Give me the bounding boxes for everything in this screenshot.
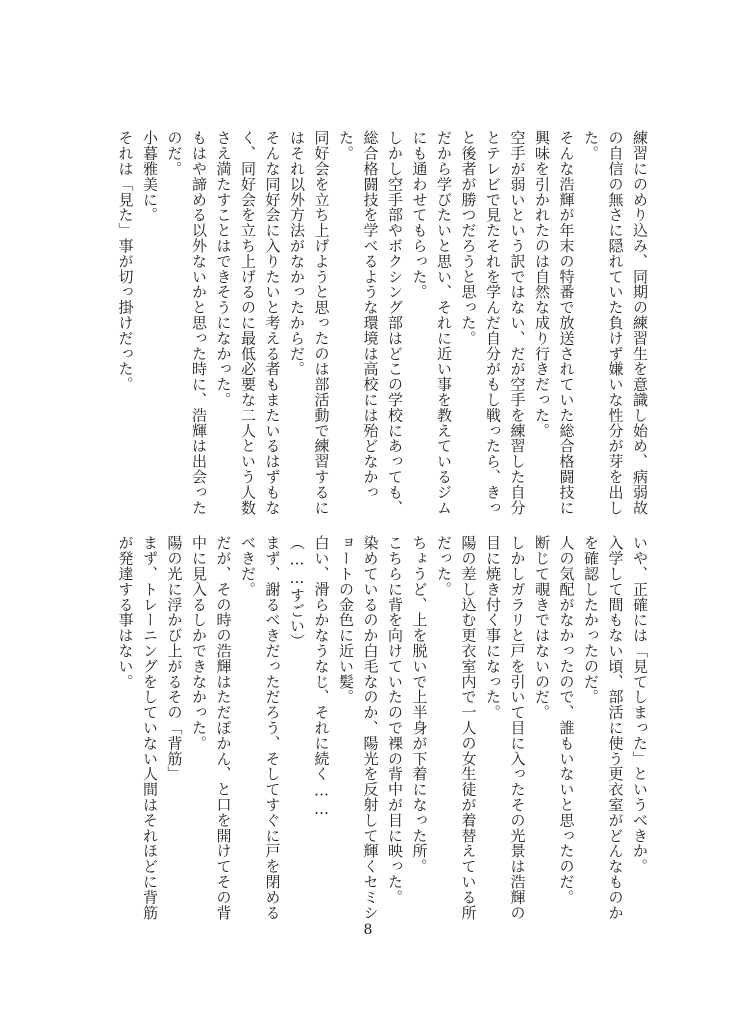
- text-line: ちょうど、上を脱いで上半身が下着になった所。: [410, 535, 429, 874]
- text-line: 練習にのめり込み、同期の練習生を意識し始め、病弱故: [631, 130, 649, 515]
- text-line: （……すごい）: [288, 535, 306, 649]
- text-line: 総合格闘技を学べるような環境は高校には殆どなかっ: [361, 130, 380, 500]
- text-line: が発達する事はない。: [116, 535, 135, 689]
- text-line: さえ満たすことはできそうになかった。: [214, 130, 233, 408]
- text-line: そんな同好会に入りたいと考える者もまたいるはずもな: [263, 130, 282, 515]
- text-line: とテレビで見たそれを学んだ自分がもし戦ったら、きっ: [484, 130, 502, 515]
- text-line: いや、正確には「見てしまった」というべきか。: [631, 535, 649, 874]
- page-number: 8: [363, 922, 373, 938]
- text-line: の自信の無さに隠れていた負けず嫌いな性分が芽を出し: [606, 130, 625, 515]
- text-line: まず、謝るべきだっただろう、そしてすぐに戸を閉める: [263, 535, 282, 920]
- text-line: にも通わせてもらった。: [410, 130, 429, 300]
- text-line: それは「見た」事が切っ掛けだった。: [116, 130, 135, 392]
- text-line: と後者が勝つだろうと思った。: [459, 130, 478, 346]
- text-line: 断じて覗きではないのだ。: [533, 535, 551, 720]
- text-line: 人の気配がなかったので、誰もいないと思ったのだ。: [557, 535, 576, 905]
- text-line: そんな浩輝が年末の特番で放送されていた総合格闘技に: [557, 130, 576, 515]
- text-line: 同好会を立ち上げようと思ったのは部活動で練習するに: [312, 130, 331, 515]
- text-line: しかしガラリと戸を引いて目に入ったその光景は浩輝の: [508, 535, 527, 920]
- text-line: べきだ。: [239, 535, 257, 597]
- text-line: 興味を引かれたのは自然な成り行きだった。: [533, 130, 551, 438]
- text-block-upper: [113, 130, 652, 515]
- text-line: 染めているのか白毛なのか、陽光を反射して輝くセミシ: [361, 535, 380, 920]
- text-line: 小暮雅美に。: [141, 130, 159, 223]
- text-line: だから学びたいと思い、それに近い事を教えているジム: [435, 130, 453, 515]
- text-line: く、同好会を立ち上げるのに最低必要な二人という人数: [239, 130, 257, 515]
- text-line: しかし空手部やボクシング部はどこの学校にあっても、: [386, 130, 404, 515]
- text-line: 白い、滑らかなうなじ、それに続く……: [312, 535, 331, 819]
- text-line: 入学して間もない頃、部活に使う更衣室がどんなものか: [606, 535, 625, 920]
- text-line: もはや諦める以外ないかと思った時に、浩輝は出会った: [190, 130, 208, 515]
- text-line: た。: [337, 130, 355, 161]
- text-line: た。: [582, 130, 600, 161]
- text-line: だった。: [435, 535, 453, 597]
- text-line: 空手が弱いという訳ではない、だが空手を練習した自分: [508, 130, 527, 515]
- text-line: だが、その時の浩輝はただぽかん、と口を開けてその背: [214, 535, 233, 920]
- text-line: を確認したかったのだ。: [582, 535, 600, 705]
- text-line: まず、トレーニングをしていない人間はそれほどに背筋: [141, 535, 159, 920]
- text-block-lower: [113, 535, 652, 920]
- text-line: 中に見入るしかできなかった。: [190, 535, 208, 751]
- text-line: はそれ以外方法がなかったからだ。: [288, 130, 306, 377]
- text-line: 陽の光に浮かび上がるその「背筋」: [165, 535, 184, 782]
- text-line: 目に焼き付く事になった。: [484, 535, 502, 720]
- text-line: ョートの金色に近い髪。: [337, 535, 355, 705]
- text-line: のだ。: [165, 130, 184, 177]
- text-line: こちらに背を向けていたので裸の背中が目に映った。: [386, 535, 404, 905]
- text-line: 陽の差し込む更衣室内で一人の女生徒が着替えている所: [459, 535, 478, 920]
